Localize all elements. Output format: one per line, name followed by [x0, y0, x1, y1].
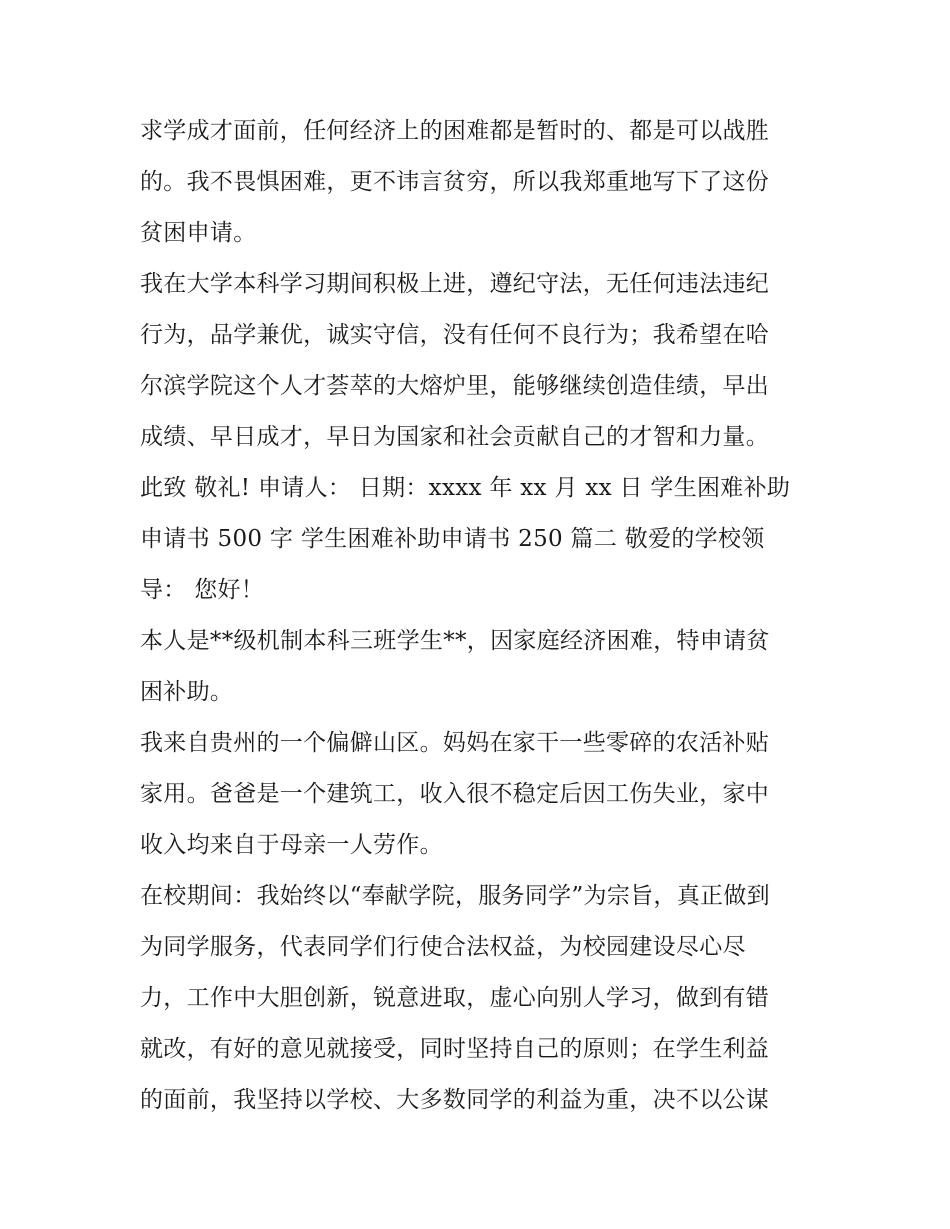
- text-line: 尔滨学院这个人才荟萃的大熔炉里，能够继续创造佳绩，早出: [140, 373, 770, 399]
- text-line: 我来自贵州的一个偏僻山区。妈妈在家干一些零碎的农活补贴: [140, 730, 770, 756]
- text-line: 本人是**级机制本科三班学生**，因家庭经济困难，特申请贫: [140, 628, 770, 654]
- text-line: 的。我不畏惧困难，更不讳言贫穷，所以我郑重地写下了这份: [140, 169, 770, 195]
- text-line: 收入均来自于母亲一人劳作。: [140, 832, 443, 858]
- text-line: 申请书 500 字 学生困难补助申请书 250 篇二 敬爱的学校领: [140, 526, 765, 552]
- text-line: 此致 敬礼! 申请人： 日期：xxxx 年 xx 月 xx 日 学生困难补助: [140, 475, 791, 501]
- text-line: 就改，有好的意见就接受，同时坚持自己的原则；在学生利益: [140, 1036, 770, 1062]
- text-line: 成绩、早日成才，早日为国家和社会贡献自己的才智和力量。: [140, 424, 770, 450]
- text-line: 我在大学本科学习期间积极上进，遵纪守法，无任何违法违纪: [140, 271, 770, 297]
- text-line: 贫困申请。: [140, 220, 257, 246]
- text-line: 为同学服务，代表同学们行使合法权益，为校园建设尽心尽: [140, 934, 746, 960]
- text-line: 求学成才面前，任何经济上的困难都是暂时的、都是可以战胜: [140, 118, 770, 144]
- text-line: 困补助。: [140, 679, 234, 705]
- text-line: 的面前，我坚持以学校、大多数同学的利益为重，决不以公谋: [140, 1087, 770, 1113]
- document-body: [140, 106, 820, 1126]
- text-line: 力，工作中大胆创新，锐意进取，虚心向别人学习，做到有错: [140, 985, 770, 1011]
- text-line: 家用。爸爸是一个建筑工，收入很不稳定后因工伤失业，家中: [140, 781, 770, 807]
- text-line: 行为，品学兼优，诚实守信，没有任何不良行为；我希望在哈: [140, 322, 770, 348]
- text-line: 在校期间：我始终以“奉献学院，服务同学”为宗旨，真正做到: [140, 883, 770, 909]
- text-line: 导： 您好！: [140, 577, 265, 603]
